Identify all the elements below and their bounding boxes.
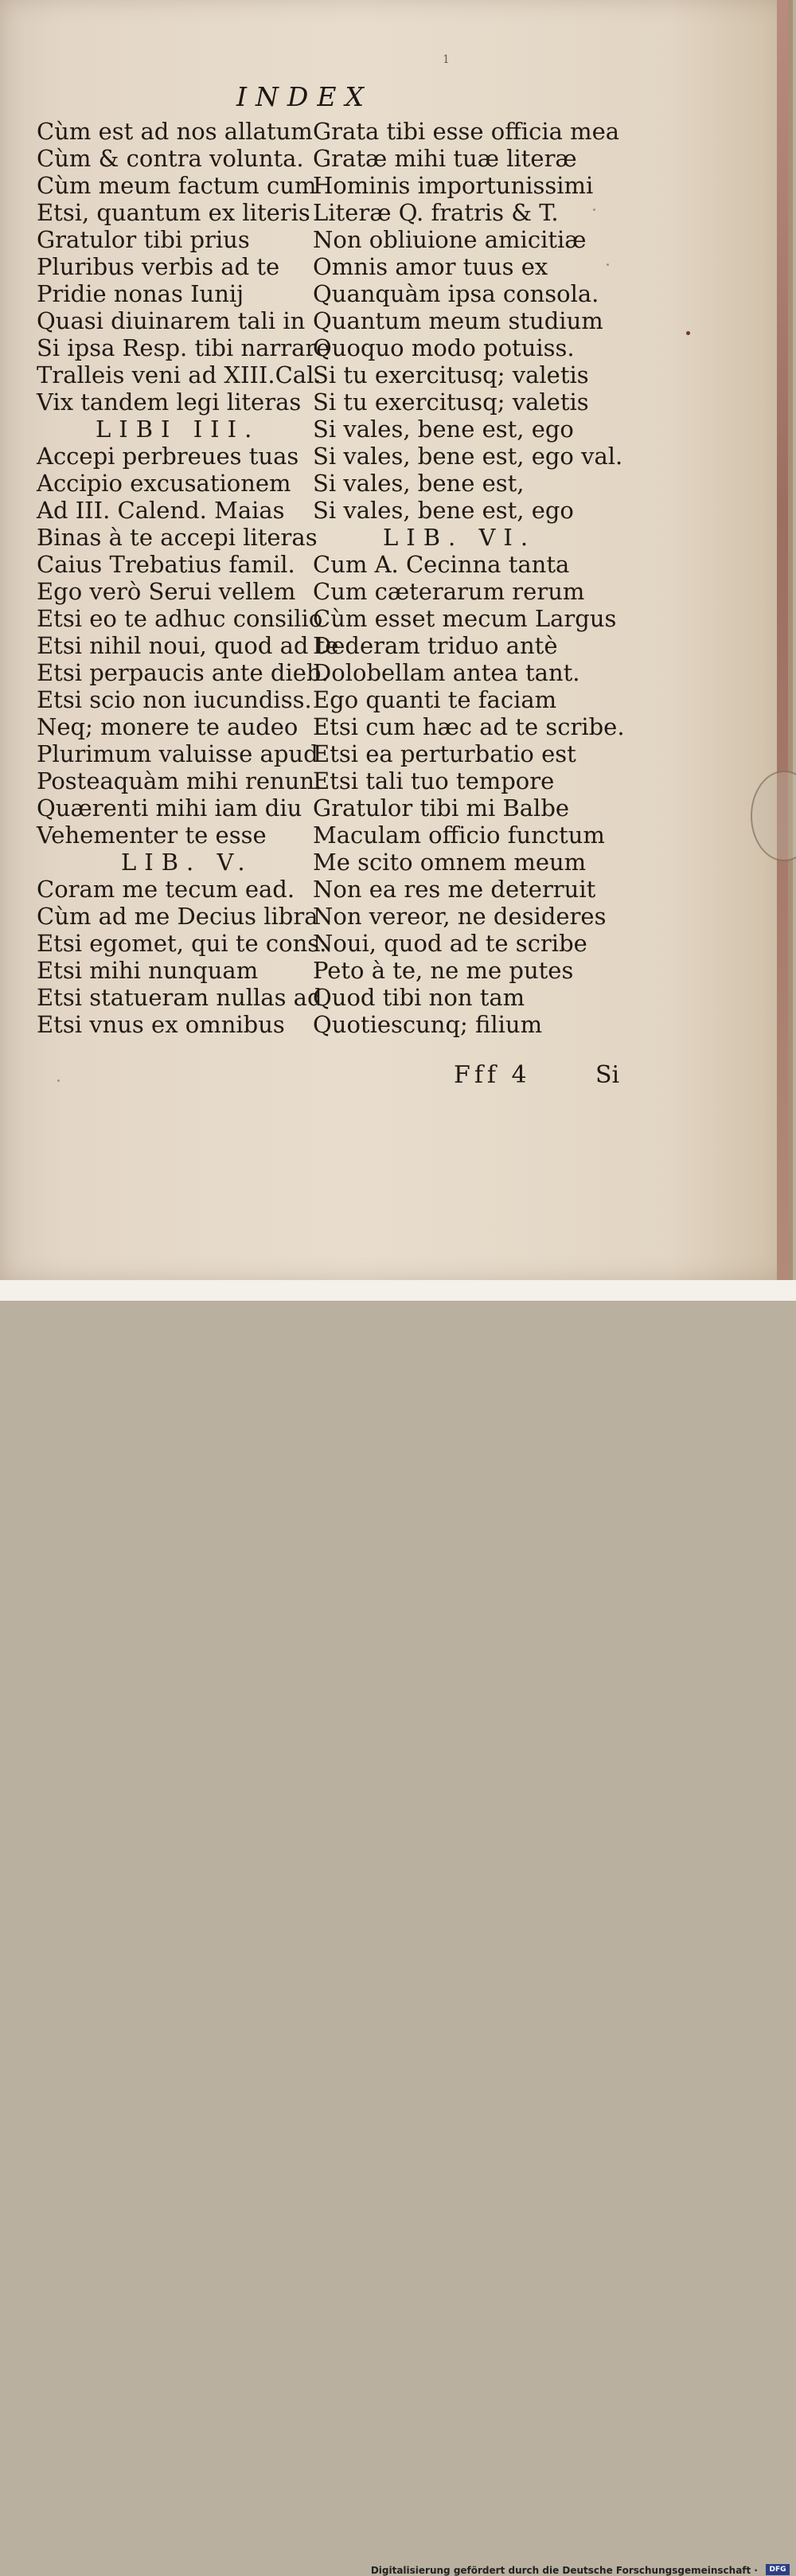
ink-dot <box>686 331 690 335</box>
book-page <box>0 0 793 1280</box>
index-entry: Non ea res me deterruit <box>313 876 596 903</box>
index-entry: Si tu exercitusq; valetis <box>313 388 589 416</box>
index-entry: Ego verò Serui vellem <box>37 578 296 605</box>
index-entry: Etsi cum hæc ad te scribe. <box>313 713 625 740</box>
index-entry: Si tu exercitusq; valetis <box>313 361 589 388</box>
index-entry: Etsi vnus ex omnibus <box>37 1011 285 1038</box>
index-entry: Omnis amor tuus ex <box>313 253 548 280</box>
footer-credit: Digitalisierung gefördert durch die Deutsche Forschungsgemeinschaft · <box>370 2565 758 2576</box>
index-entry: Cùm & contra volunta. <box>37 145 304 172</box>
index-entry: Si vales, bene est, <box>313 470 525 497</box>
index-entry: Pluribus verbis ad te <box>37 253 280 280</box>
index-entry: Pridie nonas Iunij <box>37 280 244 307</box>
index-entry: Vehementer te esse <box>37 822 267 849</box>
index-entry: Cùm meum factum cum <box>37 172 317 199</box>
index-entry: Cum A. Cecinna tanta <box>313 551 570 578</box>
index-entry: Etsi scio non iucundiss. <box>37 686 312 713</box>
index-entry: Ad III. Calend. Maias <box>37 497 285 524</box>
index-entry: Tralleis veni ad XIII.Cal. <box>37 361 322 388</box>
index-entry: Maculam officio functum <box>313 822 605 849</box>
index-entry: Si vales, bene est, ego val. <box>313 443 623 470</box>
index-entry: Peto à te, ne me putes <box>313 957 574 984</box>
signature-mark: Fff 4 <box>454 1061 531 1089</box>
index-entry: Dolobellam antea tant. <box>313 659 580 686</box>
index-entry: Si vales, bene est, ego <box>313 416 574 443</box>
index-entry: Cum cæterarum rerum <box>313 578 585 605</box>
index-entry: Vix tandem legi literas <box>37 388 302 416</box>
page-mark: 1 <box>443 53 450 66</box>
index-entry: Quærenti mihi iam diu <box>37 794 302 822</box>
index-entry: Etsi statueram nullas ad <box>37 984 322 1011</box>
index-entry: Quanquàm ipsa consola. <box>313 280 599 307</box>
index-entry: Gratulor tibi mi Balbe <box>313 794 570 822</box>
paper-speck <box>57 1079 60 1082</box>
index-entry: Quoquo modo potuiss. <box>313 334 575 361</box>
index-entry: Etsi, quantum ex literis <box>37 199 310 226</box>
index-entry: Etsi eo te adhuc consilio <box>37 605 323 632</box>
index-entry: Plurimum valuisse apud <box>37 740 318 767</box>
index-entry: Grata tibi esse officia mea <box>313 118 620 145</box>
index-entry: Literæ Q. fratris & T. <box>313 199 559 226</box>
index-entry: Etsi ea perturbatio est <box>313 740 576 767</box>
index-entry: Quasi diuinarem tali in <box>37 307 306 334</box>
index-entry: Etsi perpaucis ante dieb. <box>37 659 329 686</box>
paper-speck <box>593 209 595 211</box>
index-entry: Non vereor, ne desideres <box>313 903 607 930</box>
index-entry: Quantum meum studium <box>313 307 603 334</box>
index-entry: Etsi egomet, qui te cons. <box>37 930 327 957</box>
index-entry: Caius Trebatius famil. <box>37 551 295 578</box>
digitization-footer <box>0 1280 796 2576</box>
index-entry: Cùm est ad nos allatum <box>37 118 313 145</box>
index-entry: Dederam triduo antè <box>313 632 558 659</box>
index-entry: Ego quanti te faciam <box>313 686 557 713</box>
index-right-column <box>313 118 625 1038</box>
index-entry: Gratulor tibi prius <box>37 226 250 253</box>
index-entry: Accepi perbreues tuas <box>37 443 299 470</box>
index-entry: Gratæ mihi tuæ literæ <box>313 145 577 172</box>
index-entry: Quotiescunq; filium <box>313 1011 543 1038</box>
thumb-tab-notch <box>751 771 796 861</box>
index-entry: Etsi tali tuo tempore <box>313 767 555 794</box>
index-entry: Etsi nihil noui, quod ad te <box>37 632 339 659</box>
index-entry: Etsi mihi nunquam <box>37 957 259 984</box>
index-entry: Quod tibi non tam <box>313 984 525 1011</box>
index-entry: Binas à te accepi literas <box>37 524 318 551</box>
index-entry: Hominis importunissimi <box>313 172 594 199</box>
index-entry: Posteaquàm mihi renun. <box>37 767 322 794</box>
section-heading-lib-v: LIB. V. <box>121 849 253 876</box>
page-header: INDEX <box>236 81 373 112</box>
index-entry: Cùm esset mecum Largus <box>313 605 617 632</box>
index-entry: Non obliuione amicitiæ <box>313 226 587 253</box>
index-entry: Coram me tecum ead. <box>37 876 295 903</box>
index-entry: Noui, quod ad te scribe <box>313 930 587 957</box>
dfg-logo: DFG <box>766 2564 790 2575</box>
page-edge-binding <box>777 0 788 1280</box>
catchword: Si <box>595 1061 620 1089</box>
section-heading-lib-vi: LIB. VI. <box>383 524 537 551</box>
index-left-column <box>37 118 339 1038</box>
index-entry: Neq; monere te audeo <box>37 713 298 740</box>
index-entry: Me scito omnem meum <box>313 849 587 876</box>
index-entry: Si vales, bene est, ego <box>313 497 574 524</box>
section-heading-lib-iii: LIBI III. <box>96 416 260 443</box>
index-entry: Si ipsa Resp. tibi narrare <box>37 334 330 361</box>
index-entry: Cùm ad me Decius libra <box>37 903 318 930</box>
paper-speck <box>607 263 609 266</box>
index-entry: Accipio excusationem <box>37 470 291 497</box>
